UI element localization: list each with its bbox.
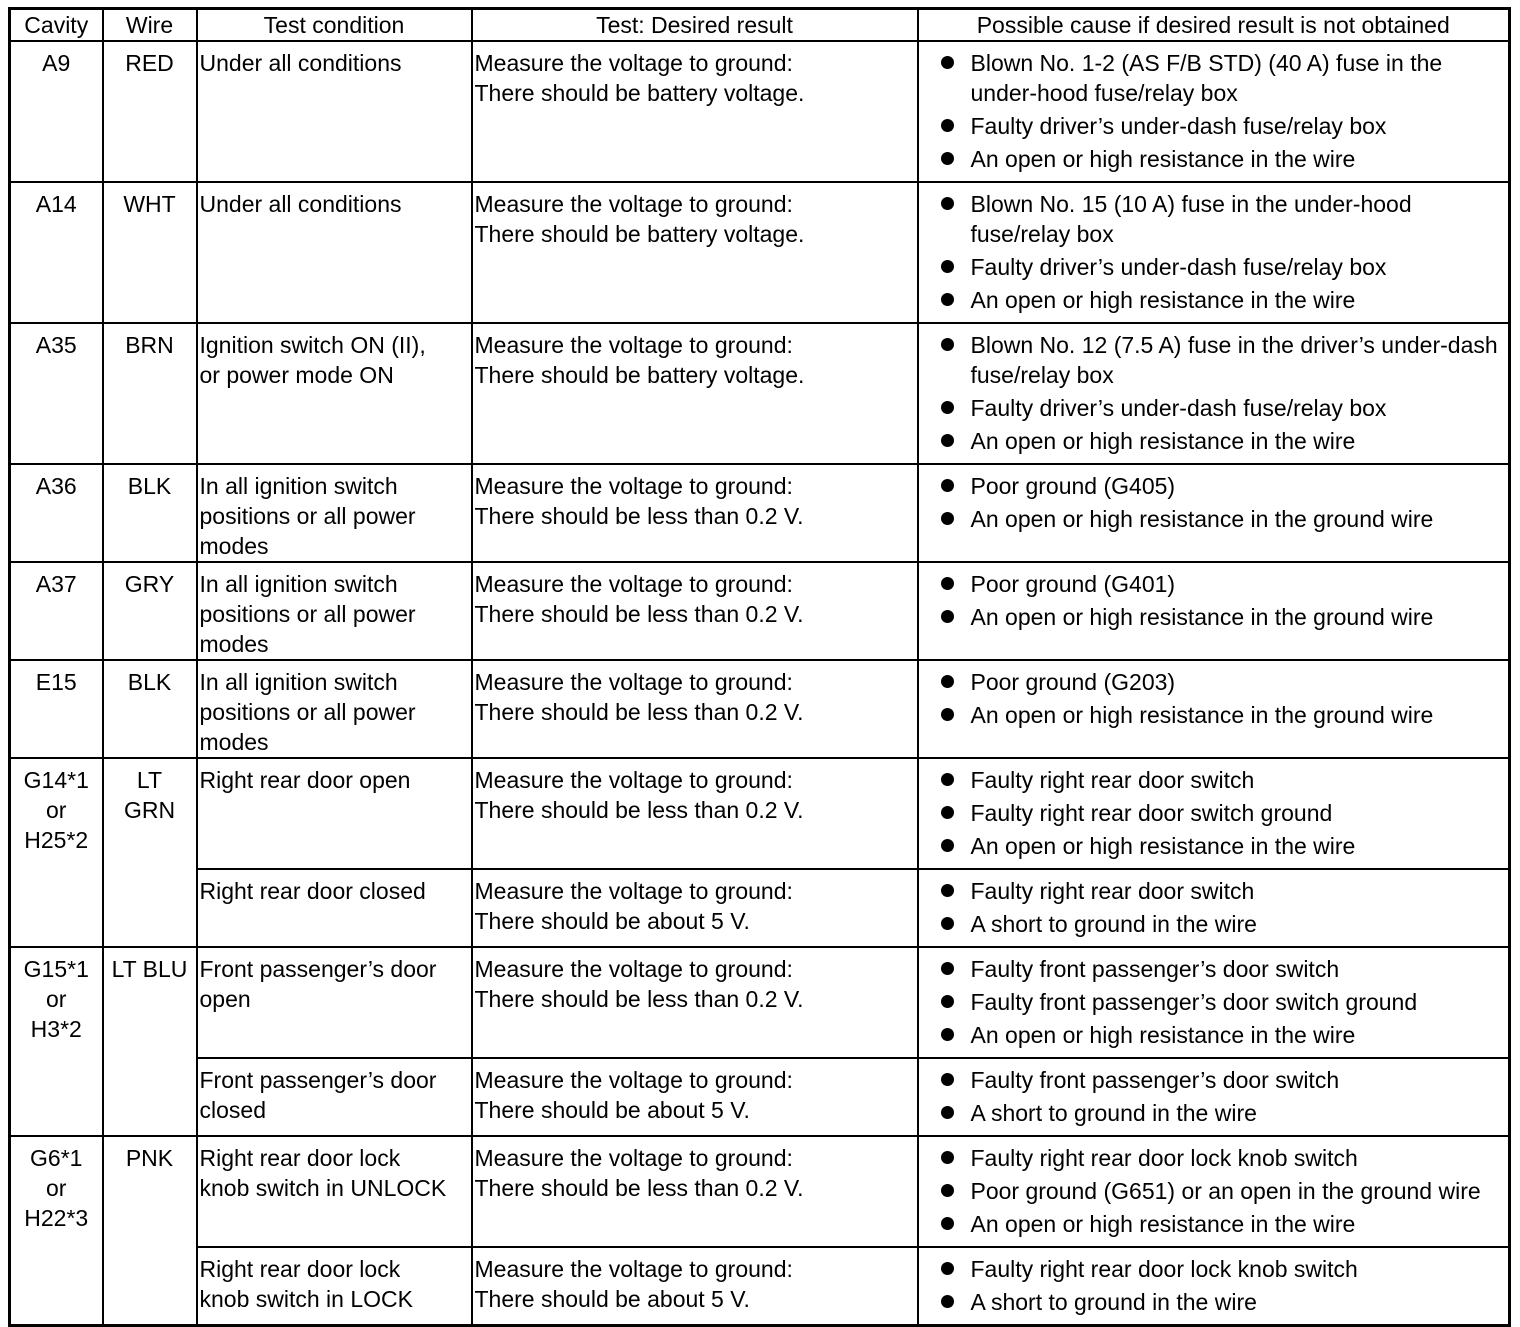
- test-condition-cell: [197, 660, 472, 758]
- test-condition-cell: [197, 182, 472, 323]
- possible-cause-cell: [918, 41, 1510, 182]
- test-condition-text: Ignition switch ON (II),: [199, 332, 426, 358]
- desired-result-cell: [472, 41, 918, 182]
- possible-cause-cell: [918, 562, 1510, 660]
- bullet-icon: [941, 884, 954, 897]
- test-condition-text: In all ignition switch: [199, 473, 398, 499]
- test-condition-cell: [197, 1058, 472, 1136]
- bullet-icon: [941, 338, 954, 351]
- bullet-icon: [941, 512, 954, 525]
- desired-result-cell: [472, 1058, 918, 1136]
- cause-text: Faulty right rear door switch: [970, 878, 1255, 904]
- cause-list: [941, 471, 1505, 534]
- bullet-icon: [941, 1028, 954, 1041]
- cause-text: An open or high resistance in the wire: [970, 146, 1356, 172]
- bullet-icon: [941, 1184, 954, 1197]
- cause-text: Faulty right rear door switch: [970, 767, 1255, 793]
- cause-item: [941, 987, 1505, 1017]
- desired-result-text: Measure the voltage to ground:: [474, 1067, 793, 1093]
- test-condition-text: Front passenger’s door: [199, 1067, 437, 1093]
- cause-text: An open or high resistance in the wire: [970, 1022, 1356, 1048]
- table-row: [10, 758, 1510, 869]
- cause-item: [941, 285, 1505, 315]
- test-condition-text: Right rear door open: [199, 767, 411, 793]
- bullet-icon: [941, 1262, 954, 1275]
- wire-color-text: BRN: [125, 332, 174, 358]
- possible-cause-cell: [918, 758, 1510, 869]
- cause-item: [941, 1254, 1505, 1284]
- header-wire: Wire: [103, 9, 197, 42]
- wire-color-text: GRY: [124, 571, 175, 597]
- test-condition-cell: [197, 1136, 472, 1247]
- cause-item: [941, 602, 1505, 632]
- header-desired-result: Test: Desired result: [472, 9, 918, 42]
- cavity-cell: [10, 41, 103, 182]
- desired-result-text: Measure the voltage to ground:: [474, 191, 793, 217]
- desired-result-text: Measure the voltage to ground:: [474, 332, 793, 358]
- test-condition-cell: [197, 1247, 472, 1326]
- wire-color-text: LT BLU: [111, 956, 188, 982]
- table-row: [10, 947, 1510, 1058]
- test-condition-text: or power mode ON: [199, 362, 394, 388]
- cause-item: [941, 144, 1505, 174]
- desired-result-text: There should be less than 0.2 V.: [474, 986, 804, 1012]
- desired-result-cell: [472, 323, 918, 464]
- cavity-text: or: [46, 797, 67, 823]
- cause-item: [941, 471, 1505, 501]
- wire-color-text: RED: [125, 50, 174, 76]
- cause-list: [941, 189, 1505, 315]
- wire-cell: [103, 464, 197, 562]
- cause-item: [941, 189, 1505, 249]
- possible-cause-cell: [918, 323, 1510, 464]
- desired-result-cell: [472, 660, 918, 758]
- cavity-cell: [10, 1136, 103, 1326]
- desired-result-text: Measure the voltage to ground:: [474, 1145, 793, 1171]
- desired-result-text: There should be less than 0.2 V.: [474, 601, 804, 627]
- test-condition-cell: [197, 41, 472, 182]
- bullet-icon: [941, 962, 954, 975]
- wire-color-text: PNK: [125, 1145, 174, 1171]
- desired-result-text: Measure the voltage to ground:: [474, 571, 793, 597]
- cause-text: Faulty right rear door switch ground: [970, 800, 1333, 826]
- cause-text: An open or high resistance in the wire: [970, 287, 1356, 313]
- table-row: [10, 41, 1510, 182]
- wire-cell: [103, 562, 197, 660]
- desired-result-cell: [472, 562, 918, 660]
- desired-result-text: There should be battery voltage.: [474, 80, 805, 106]
- test-condition-text: Under all conditions: [199, 191, 402, 217]
- test-condition-text: positions or all power: [199, 601, 416, 627]
- cavity-cell: [10, 323, 103, 464]
- possible-cause-cell: [918, 1136, 1510, 1247]
- cause-text: Faulty front passenger’s door switch: [970, 956, 1340, 982]
- test-condition-text: Front passenger’s door: [199, 956, 437, 982]
- test-condition-cell: [197, 464, 472, 562]
- desired-result-text: Measure the voltage to ground:: [474, 669, 793, 695]
- cause-text: Poor ground (G401): [970, 571, 1176, 597]
- table-row: [10, 869, 1510, 947]
- test-condition-text: knob switch in LOCK: [199, 1286, 413, 1312]
- wire-cell: [103, 947, 197, 1136]
- desired-result-text: There should be about 5 V.: [474, 1097, 750, 1123]
- cavity-text: G14*1: [23, 767, 89, 793]
- test-condition-text: Right rear door closed: [199, 878, 426, 904]
- possible-cause-cell: [918, 182, 1510, 323]
- bullet-icon: [941, 152, 954, 165]
- table-row: [10, 562, 1510, 660]
- cause-item: [941, 569, 1505, 599]
- header-row: [10, 9, 1510, 42]
- desired-result-text: There should be about 5 V.: [474, 908, 750, 934]
- bullet-icon: [941, 1151, 954, 1164]
- wire-color-text: BLK: [127, 473, 172, 499]
- test-condition-text: Right rear door lock: [199, 1145, 401, 1171]
- bullet-icon: [941, 917, 954, 930]
- cause-text: Faulty driver’s under-dash fuse/relay box: [970, 395, 1387, 421]
- cause-text: Faulty front passenger’s door switch ground: [970, 989, 1418, 1015]
- table-row: [10, 1136, 1510, 1247]
- cavity-text: G15*1: [23, 956, 89, 982]
- table-row: [10, 1058, 1510, 1136]
- bullet-icon: [941, 1217, 954, 1230]
- cause-text: A short to ground in the wire: [970, 1100, 1257, 1126]
- cavity-cell: [10, 660, 103, 758]
- bullet-icon: [941, 708, 954, 721]
- cause-text: Poor ground (G203): [970, 669, 1176, 695]
- test-condition-cell: [197, 869, 472, 947]
- cause-item: [941, 48, 1505, 108]
- cause-list: [941, 876, 1505, 939]
- cavity-text: A35: [35, 332, 77, 358]
- possible-cause-cell: [918, 1058, 1510, 1136]
- desired-result-text: Measure the voltage to ground:: [474, 878, 793, 904]
- test-condition-text: modes: [199, 631, 269, 657]
- cavity-text: E15: [35, 669, 77, 695]
- diagnostic-table: [8, 7, 1511, 1327]
- desired-result-text: There should be about 5 V.: [474, 1286, 750, 1312]
- cause-text: An open or high resistance in the ground wire: [970, 702, 1434, 728]
- test-condition-cell: [197, 562, 472, 660]
- possible-cause-cell: [918, 1247, 1510, 1326]
- table-row: [10, 182, 1510, 323]
- desired-result-cell: [472, 758, 918, 869]
- desired-result-text: There should be less than 0.2 V.: [474, 1175, 804, 1201]
- cause-list: [941, 330, 1505, 456]
- bullet-icon: [941, 610, 954, 623]
- desired-result-text: Measure the voltage to ground:: [474, 473, 793, 499]
- cause-item: [941, 831, 1505, 861]
- test-condition-cell: [197, 758, 472, 869]
- cause-text: An open or high resistance in the ground wire: [970, 506, 1434, 532]
- desired-result-text: There should be less than 0.2 V.: [474, 797, 804, 823]
- bullet-icon: [941, 675, 954, 688]
- bullet-icon: [941, 434, 954, 447]
- cause-text: An open or high resistance in the wire: [970, 1211, 1356, 1237]
- bullet-icon: [941, 56, 954, 69]
- cause-text: An open or high resistance in the ground wire: [970, 604, 1434, 630]
- cause-text: Faulty right rear door lock knob switch: [970, 1256, 1358, 1282]
- cause-text: A short to ground in the wire: [970, 911, 1257, 937]
- cause-item: [941, 1287, 1505, 1317]
- cause-item: [941, 700, 1505, 730]
- table-row: [10, 660, 1510, 758]
- bullet-icon: [941, 995, 954, 1008]
- cause-text: Faulty driver’s under-dash fuse/relay box: [970, 254, 1387, 280]
- desired-result-cell: [472, 947, 918, 1058]
- cavity-text: A37: [35, 571, 77, 597]
- test-condition-text: positions or all power: [199, 699, 416, 725]
- cause-item: [941, 330, 1505, 390]
- header-cavity: Cavity: [10, 9, 103, 42]
- cause-text: Faulty right rear door lock knob switch: [970, 1145, 1358, 1171]
- cavity-cell: [10, 562, 103, 660]
- wire-cell: [103, 660, 197, 758]
- desired-result-text: Measure the voltage to ground:: [474, 50, 793, 76]
- cause-list: [941, 954, 1505, 1050]
- possible-cause-cell: [918, 869, 1510, 947]
- cause-text: Poor ground (G405): [970, 473, 1176, 499]
- desired-result-text: There should be less than 0.2 V.: [474, 699, 804, 725]
- cavity-text: A9: [42, 50, 71, 76]
- wire-color-text: BLK: [127, 669, 172, 695]
- bullet-icon: [941, 773, 954, 786]
- cause-item: [941, 1176, 1505, 1206]
- cause-text: Blown No. 1-2 (AS F/B STD) (40 A) fuse in the under-hood fuse/relay box: [970, 50, 1443, 106]
- cause-item: [941, 393, 1505, 423]
- cause-item: [941, 426, 1505, 456]
- test-condition-text: positions or all power: [199, 503, 416, 529]
- cause-text: Faulty driver’s under-dash fuse/relay box: [970, 113, 1387, 139]
- cause-text: Blown No. 12 (7.5 A) fuse in the driver’s under-dash fuse/relay box: [970, 332, 1498, 388]
- bullet-icon: [941, 1295, 954, 1308]
- test-condition-text: knob switch in UNLOCK: [199, 1175, 447, 1201]
- test-condition-cell: [197, 947, 472, 1058]
- cause-item: [941, 111, 1505, 141]
- desired-result-cell: [472, 1247, 918, 1326]
- desired-result-text: Measure the voltage to ground:: [474, 767, 793, 793]
- wire-color-text: WHT: [123, 191, 176, 217]
- cause-list: [941, 1254, 1505, 1317]
- cause-item: [941, 1065, 1505, 1095]
- cause-item: [941, 909, 1505, 939]
- cause-text: Blown No. 15 (10 A) fuse in the under-hood fuse/relay box: [970, 191, 1412, 247]
- table-row: [10, 323, 1510, 464]
- cavity-text: or: [46, 1175, 67, 1201]
- wire-color-text: GRN: [123, 797, 176, 823]
- cavity-text: A14: [35, 191, 77, 217]
- cause-text: Faulty front passenger’s door switch: [970, 1067, 1340, 1093]
- desired-result-text: There should be less than 0.2 V.: [474, 503, 804, 529]
- test-condition-text: closed: [199, 1097, 266, 1123]
- possible-cause-cell: [918, 947, 1510, 1058]
- header-test-condition: Test condition: [197, 9, 472, 42]
- cause-item: [941, 1098, 1505, 1128]
- header-possible-cause: Possible cause if desired result is not obtained: [918, 9, 1510, 42]
- test-condition-text: In all ignition switch: [199, 669, 398, 695]
- cause-item: [941, 765, 1505, 795]
- cause-text: Poor ground (G651) or an open in the ground wire: [970, 1178, 1481, 1204]
- cause-list: [941, 1065, 1505, 1128]
- cause-item: [941, 504, 1505, 534]
- test-condition-text: open: [199, 986, 251, 1012]
- possible-cause-cell: [918, 660, 1510, 758]
- cause-list: [941, 569, 1505, 632]
- cause-item: [941, 954, 1505, 984]
- desired-result-cell: [472, 182, 918, 323]
- bullet-icon: [941, 260, 954, 273]
- cause-item: [941, 252, 1505, 282]
- wire-cell: [103, 41, 197, 182]
- bullet-icon: [941, 1073, 954, 1086]
- bullet-icon: [941, 479, 954, 492]
- cause-item: [941, 1143, 1505, 1173]
- bullet-icon: [941, 197, 954, 210]
- wire-color-text: LT: [136, 767, 163, 793]
- desired-result-cell: [472, 1136, 918, 1247]
- cause-item: [941, 667, 1505, 697]
- desired-result-text: There should be battery voltage.: [474, 221, 805, 247]
- cause-item: [941, 1020, 1505, 1050]
- test-condition-text: modes: [199, 533, 269, 559]
- wire-cell: [103, 1136, 197, 1326]
- cause-item: [941, 1209, 1505, 1239]
- wire-cell: [103, 758, 197, 947]
- cause-list: [941, 667, 1505, 730]
- cause-item: [941, 876, 1505, 906]
- document-page: [8, 7, 1511, 1327]
- cause-item: [941, 798, 1505, 828]
- table-row: [10, 464, 1510, 562]
- desired-result-text: Measure the voltage to ground:: [474, 956, 793, 982]
- bullet-icon: [941, 293, 954, 306]
- cavity-text: H22*3: [24, 1205, 89, 1231]
- cavity-cell: [10, 182, 103, 323]
- cause-text: An open or high resistance in the wire: [970, 428, 1356, 454]
- table-row: [10, 1247, 1510, 1326]
- bullet-icon: [941, 119, 954, 132]
- cause-list: [941, 765, 1505, 861]
- possible-cause-cell: [918, 464, 1510, 562]
- cavity-text: G6*1: [30, 1145, 83, 1171]
- test-condition-text: Right rear door lock: [199, 1256, 401, 1282]
- desired-result-text: There should be battery voltage.: [474, 362, 805, 388]
- bullet-icon: [941, 577, 954, 590]
- bullet-icon: [941, 1106, 954, 1119]
- cause-text: A short to ground in the wire: [970, 1289, 1257, 1315]
- wire-cell: [103, 323, 197, 464]
- test-condition-text: Under all conditions: [199, 50, 402, 76]
- test-condition-cell: [197, 323, 472, 464]
- cause-list: [941, 1143, 1505, 1239]
- test-condition-text: modes: [199, 729, 269, 755]
- desired-result-cell: [472, 869, 918, 947]
- desired-result-text: Measure the voltage to ground:: [474, 1256, 793, 1282]
- cause-list: [941, 48, 1505, 174]
- test-condition-text: In all ignition switch: [199, 571, 398, 597]
- desired-result-cell: [472, 464, 918, 562]
- cause-text: An open or high resistance in the wire: [970, 833, 1356, 859]
- cavity-text: A36: [35, 473, 77, 499]
- bullet-icon: [941, 401, 954, 414]
- cavity-text: H3*2: [30, 1016, 82, 1042]
- cavity-cell: [10, 947, 103, 1136]
- cavity-text: H25*2: [24, 827, 89, 853]
- wire-cell: [103, 182, 197, 323]
- cavity-cell: [10, 758, 103, 947]
- cavity-cell: [10, 464, 103, 562]
- cavity-text: or: [46, 986, 67, 1012]
- bullet-icon: [941, 839, 954, 852]
- bullet-icon: [941, 806, 954, 819]
